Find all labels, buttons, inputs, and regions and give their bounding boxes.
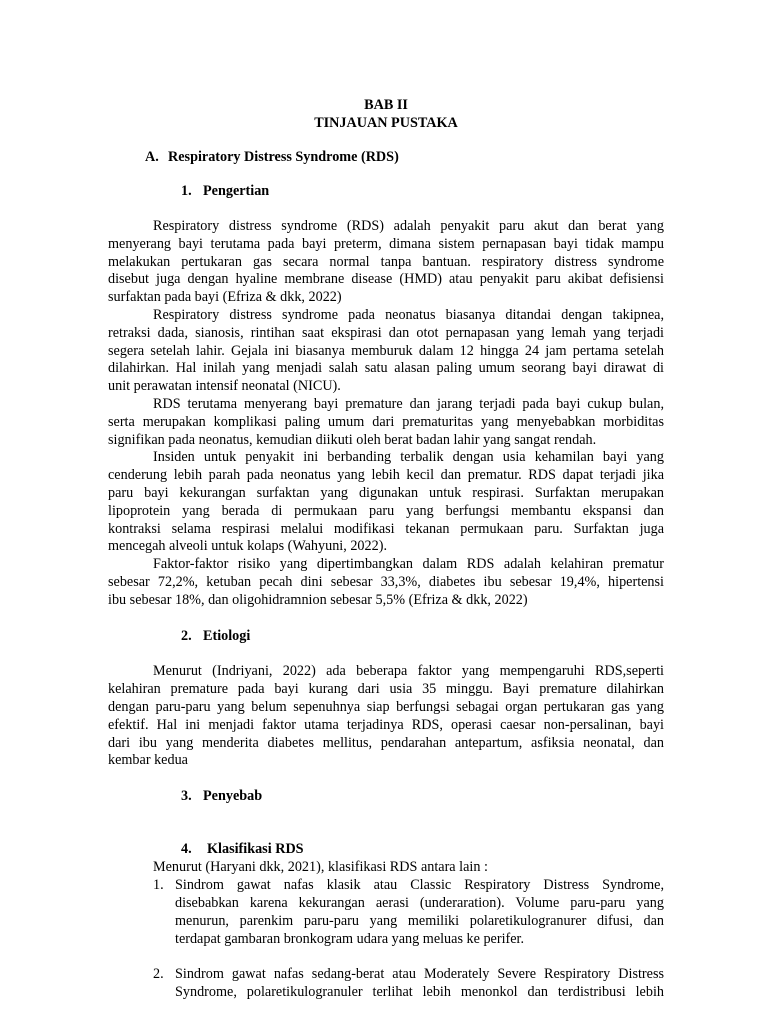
- subsection-number: 3.: [181, 788, 192, 804]
- subsection-etiologi: [181, 627, 250, 645]
- text-line: unit perawatan intensif neonatal (NICU).: [108, 378, 341, 394]
- text-line: disebabkan karena kekurangan aerasi (underaration). Volume paru-paru yang: [175, 895, 664, 911]
- subsection-title: Pengertian: [203, 183, 270, 199]
- text-line: Syndrome, polaretikulogranuler terlihat lebih menonkol dan terdistribusi lebih: [175, 984, 664, 1000]
- text-line: serta merupakan komplikasi paling umum dari prematuritas yang menyebabkan morbiditas: [108, 414, 664, 430]
- text-line: efektif. Hal ini menjadi faktor utama terjadinya RDS, operasi caesar non-persalinan, bayi: [108, 717, 664, 733]
- chapter-label: BAB II: [364, 97, 408, 113]
- text-line: Sindrom gawat nafas sedang-berat atau Moderately Severe Respiratory Distress: [175, 966, 664, 982]
- text-line: RDS terutama menyerang bayi premature dan jarang terjadi pada bayi cukup bulan,: [153, 396, 664, 412]
- text-line: Respiratory distress syndrome (RDS) adalah penyakit paru akut dan berat yang: [153, 218, 664, 234]
- text-line: kembar kedua: [108, 752, 188, 768]
- section-a-marker: A.: [145, 149, 159, 165]
- subsection-pengertian: [181, 182, 269, 200]
- text-line: Menurut (Indriyani, 2022) ada beberapa faktor yang mempengaruhi RDS,seperti: [153, 663, 664, 679]
- text-line: terdapat gambaran bronkogram udara yang meluas ke perifer.: [175, 931, 525, 947]
- subsection-title: Klasifikasi RDS: [207, 841, 304, 857]
- text-line: Respiratory distress syndrome pada neonatus biasanya ditandai dengan takipnea,: [153, 307, 664, 323]
- text-line: surfaktan pada bayi (Efriza & dkk, 2022): [108, 289, 342, 305]
- chapter-title: TINJAUAN PUSTAKA: [314, 115, 458, 131]
- text-line: cenderung lebih parah pada neonatus yang lebih kecil dan prematur. RDS dapat terjadi jika: [108, 467, 664, 483]
- text-line: dengan paru-paru yang belum sepenuhnya siap berfungsi sebagai organ pertukaran gas yang: [108, 699, 664, 715]
- list-number: 1.: [153, 877, 164, 893]
- text-line: mencegah alveoli untuk kolaps (Wahyuni, 2022).: [108, 538, 387, 554]
- text-line: dilahirkan. Hal inilah yang menjadi salah satu alasan paling umum seorang bayi dirawat di: [108, 360, 664, 376]
- text-line: retraksi dada, sianosis, rintihan saat ekspirasi dan otot pernapasan yang lemah yang terjadi: [108, 325, 664, 341]
- subsection-number: 4.: [181, 841, 192, 857]
- list-intro: Menurut (Haryani dkk, 2021), klasifikasi RDS antara lain :: [153, 859, 488, 875]
- text-line: signifikan pada neonatus, kemudian diikuti oleh berat badan lahir yang sangat rendah.: [108, 432, 597, 448]
- subsection-number: 2.: [181, 628, 192, 644]
- subsection-penyebab: [181, 787, 262, 805]
- subsection-title: Etiologi: [203, 628, 251, 644]
- text-line: Insiden untuk penyakit ini berbanding terbalik dengan usia kehamilan bayi yang: [153, 449, 664, 465]
- section-a-heading: [145, 148, 399, 166]
- text-line: Sindrom gawat nafas klasik atau Classic Respiratory Distress Syndrome,: [175, 877, 664, 893]
- subsection-klasifikasi: [181, 840, 304, 858]
- section-a-title: Respiratory Distress Syndrome (RDS): [168, 149, 399, 165]
- text-line: disebut juga dengan hyaline membrane disease (HMD) atau penyakit paru akibat defisiensi: [108, 271, 664, 287]
- subsection-number: 1.: [181, 183, 192, 199]
- subsection-title: Penyebab: [203, 788, 263, 804]
- text-line: kontraksi selama respirasi melalui modifikasi tekanan permukaan paru. Surfaktan juga: [108, 521, 664, 537]
- text-line: menyerang bayi terutama pada bayi preterm, dimana sistem pernapasan bayi tidak mampu: [108, 236, 664, 252]
- text-line: sebesar 72,2%, ketuban pecah dini sebesar 33,3%, diabetes ibu sebesar 19,4%, hipertensi: [108, 574, 664, 590]
- text-line: ibu sebesar 18%, dan oligohidramnion sebesar 5,5% (Efriza & dkk, 2022): [108, 592, 528, 608]
- text-line: dari ibu yang menderita diabetes mellitus, pendarahan antepartum, asfiksia neonatal, dan: [108, 735, 664, 751]
- text-line: lipoprotein yang berada di permukaan paru yang berfungsi membantu ekspansi dan: [108, 503, 664, 519]
- text-line: melakukan pertukaran gas secara normal tanpa bantuan. respiratory distress syndrome: [108, 254, 664, 270]
- text-line: segera setelah lahir. Gejala ini biasanya memburuk dalam 12 hingga 24 jam pertama setelah: [108, 343, 664, 359]
- text-line: Faktor-faktor risiko yang dipertimbangkan dalam RDS adalah kelahiran prematur: [153, 556, 664, 572]
- text-line: paru bayi kekurangan surfaktan yang digunakan untuk respirasi. Surfaktan merupakan: [108, 485, 664, 501]
- text-line: kelahiran premature pada bayi kurang dari usia 35 minggu. Bayi premature dilahirkan: [108, 681, 664, 697]
- text-line: menurun, parenkim paru-paru yang memiliki polaretikulogranurer difusi, dan: [175, 913, 664, 929]
- list-number: 2.: [153, 966, 164, 982]
